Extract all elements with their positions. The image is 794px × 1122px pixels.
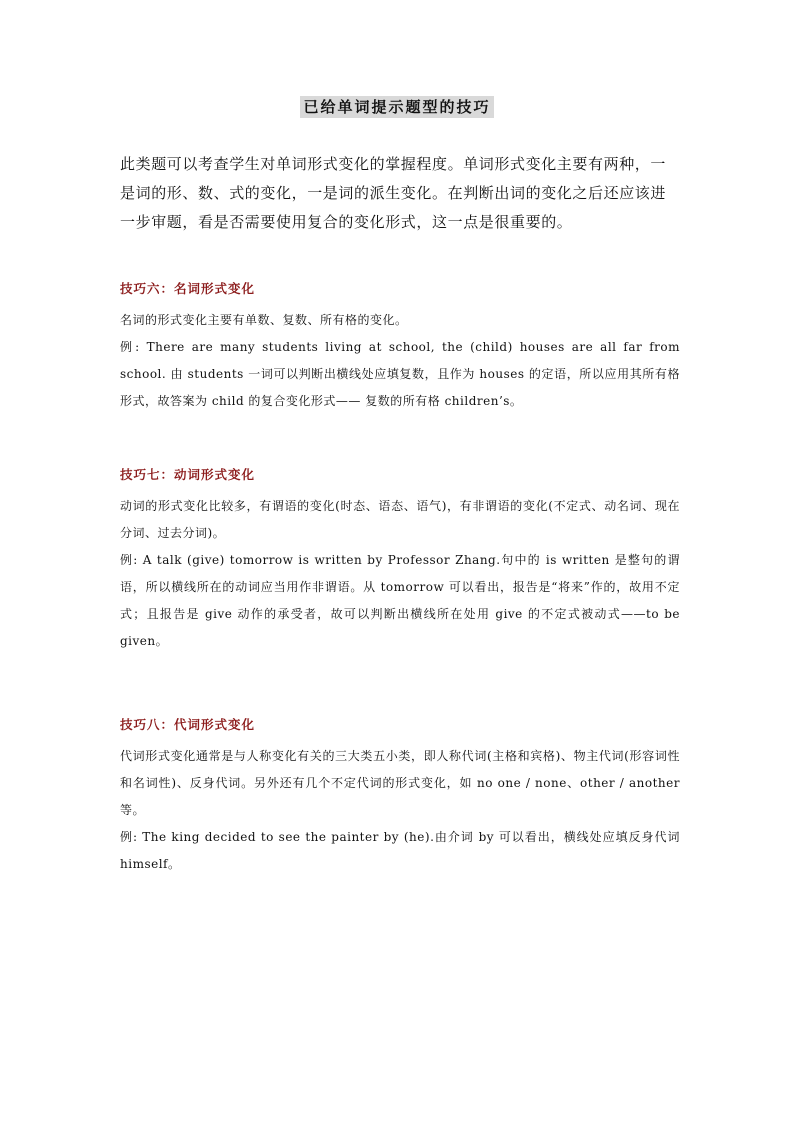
intro-paragraph: 此类题可以考查学生对单词形式变化的掌握程度。单词形式变化主要有两种，一是词的形、数、式的变化，一是词的派生变化。在判断出词的变化之后还应该进一步审题，看是否需要使用复合的变化形式，这一点是很重要的。: [120, 155, 667, 231]
section-heading: 技巧六：名词形式变化: [120, 281, 256, 296]
section-description: 名词的形式变化主要有单数、复数、所有格的变化。: [120, 313, 408, 327]
intro-paragraph-container: [120, 150, 680, 237]
page-title: 已给单词提示题型的技巧: [300, 96, 493, 118]
section-heading: 技巧八：代词形式变化: [120, 717, 256, 732]
section-description: 动词的形式变化比较多，有谓语的变化(时态、语态、语气)，有非谓语的变化(不定式、动名词、现在分词、过去分词)。: [120, 499, 680, 540]
section-verb: [120, 466, 680, 655]
section-example: 例: The king decided to see the painter by (he).由介词 by 可以看出，横线处应填反身代词 himself。: [120, 830, 680, 871]
title-container: [0, 96, 794, 118]
section-noun: [120, 280, 680, 415]
section-example: 例: A talk (give) tomorrow is written by Professor Zhang.句中的 is written 是整句的谓语，所以横线所在的动词应当用作非谓语。从 tomorrow 可以看出，报告是“将来”作的，故用不定式；且报告是 give 动作的承受者，故可以判断出横线所在处用 give 的不定式被动式——to be given。: [120, 553, 680, 648]
section-description: 代词形式变化通常是与人称变化有关的三大类五小类，即人称代词(主格和宾格)、物主代词(形容词性和名词性)、反身代词。另外还有几个不定代词的形式变化，如 no one / none、other / another 等。: [120, 749, 680, 817]
section-heading: 技巧七：动词形式变化: [120, 467, 256, 482]
section-example: 例: There are many students living at school, the (child) houses are all far from school. 由 students 一词可以判断出横线处应填复数，且作为 houses 的定语，所以应用其所有格形式，故答案为 child 的复合变化形式—— 复数的所有格 children’s。: [120, 340, 680, 408]
section-pronoun: [120, 716, 680, 878]
